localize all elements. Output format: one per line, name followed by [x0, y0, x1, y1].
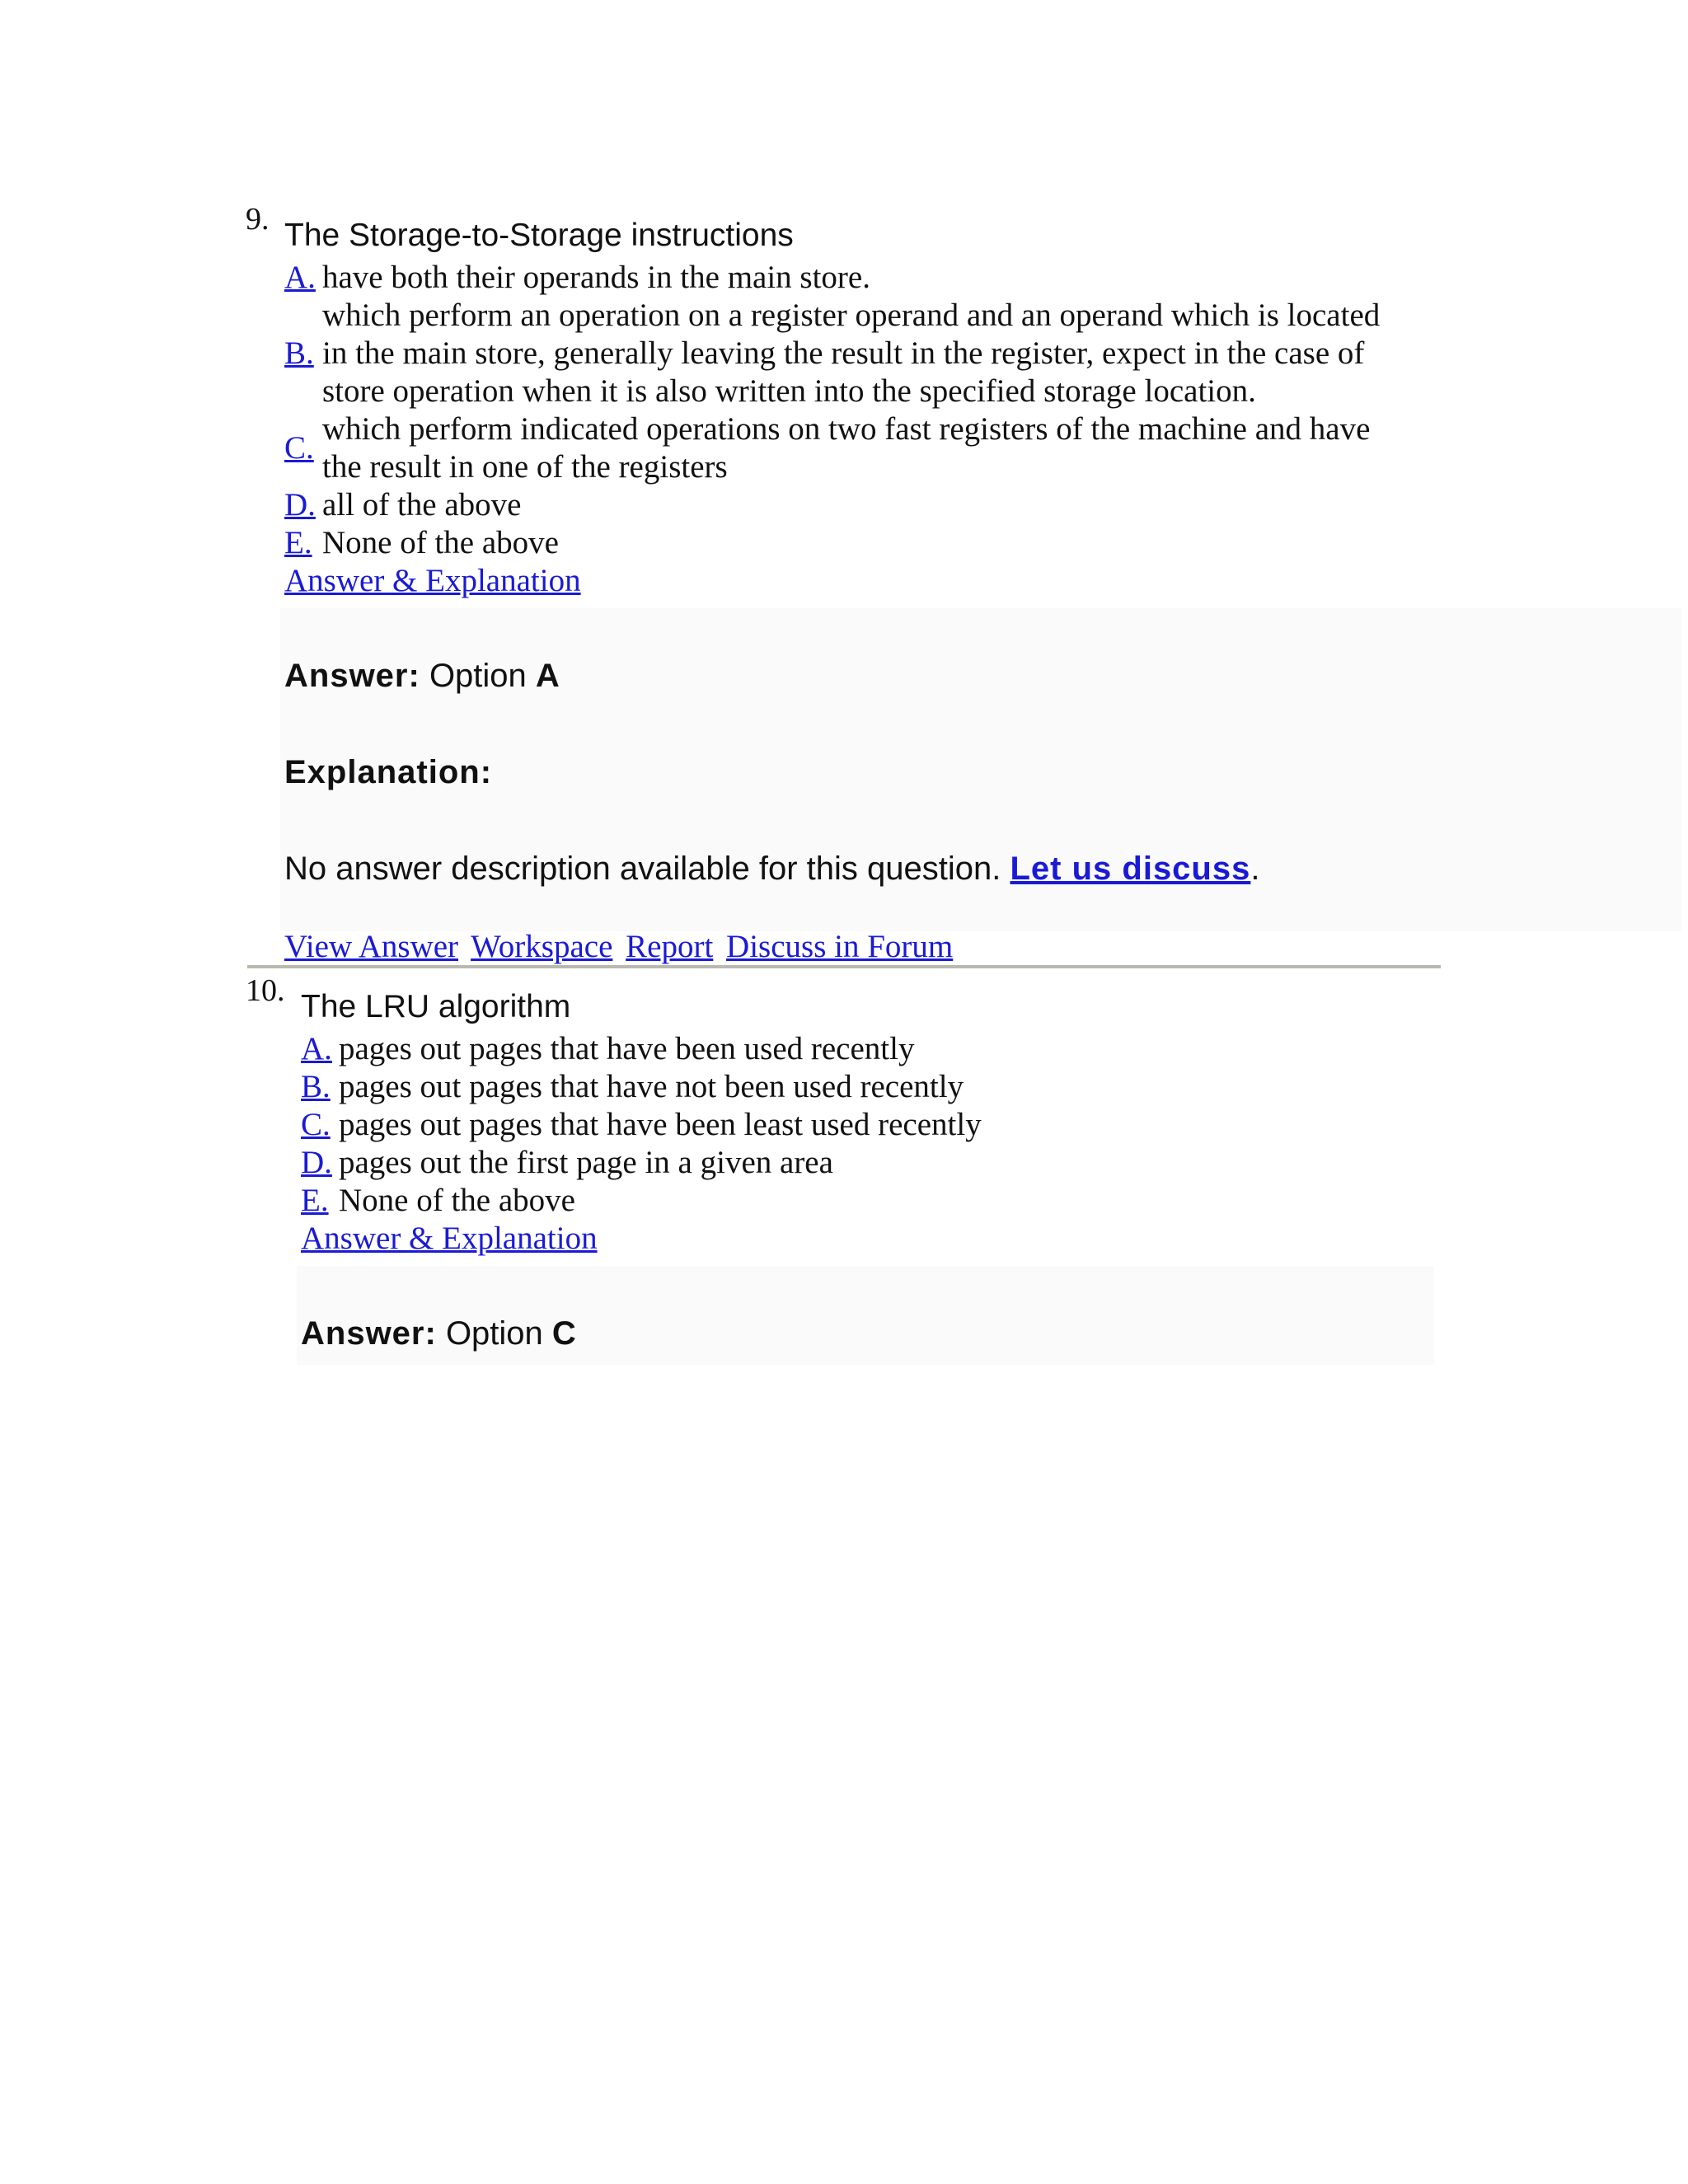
- discuss-in-forum-link[interactable]: Discuss in Forum: [726, 929, 954, 964]
- option-b-line: in the main store, generally leaving the result in the register, expect in the case of: [322, 335, 1365, 371]
- option-d-link[interactable]: D.: [301, 1145, 332, 1180]
- option-b-link[interactable]: B.: [284, 335, 314, 371]
- option-d: [284, 486, 521, 524]
- option-e-link[interactable]: E.: [301, 1183, 329, 1218]
- option-d: [301, 1144, 833, 1182]
- option-a-text: pages out pages that have been used recently: [339, 1031, 915, 1066]
- explanation-body: No answer description available for this question.: [284, 851, 1001, 887]
- option-c-text: pages out pages that have been least used recently: [339, 1107, 982, 1142]
- answer-option-word: Option: [429, 658, 527, 694]
- option-d-text: all of the above: [322, 487, 522, 523]
- option-c-link[interactable]: C.: [301, 1107, 331, 1142]
- answer-explanation-link[interactable]: Answer & Explanation: [301, 1221, 598, 1256]
- answer-option-word: Option: [445, 1315, 543, 1352]
- option-c-line: the result in one of the registers: [322, 449, 728, 485]
- option-b: [284, 297, 1380, 410]
- explanation-text: [284, 850, 1259, 888]
- question-number: 9.: [246, 202, 270, 237]
- answer-label: Answer:: [284, 658, 420, 694]
- option-e-link[interactable]: E.: [284, 525, 312, 560]
- option-c-link[interactable]: C.: [284, 430, 314, 466]
- explanation-heading: Explanation:: [284, 754, 493, 790]
- option-c: [301, 1106, 982, 1144]
- option-e: [301, 1182, 575, 1220]
- question-title: The LRU algorithm: [301, 989, 571, 1024]
- option-b-line: store operation when it is also written into the specified storage location.: [322, 373, 1256, 409]
- option-e-text: None of the above: [322, 525, 559, 560]
- option-a-link[interactable]: A.: [284, 260, 316, 295]
- option-a-link[interactable]: A.: [301, 1031, 332, 1066]
- option-b-link[interactable]: B.: [301, 1069, 331, 1104]
- option-b-text: [322, 297, 1380, 410]
- option-c-line: which perform indicated operations on two fast registers of the machine and have: [322, 411, 1371, 447]
- answer-explanation-link[interactable]: Answer & Explanation: [284, 563, 581, 598]
- question-divider: [247, 965, 1441, 968]
- view-answer-link[interactable]: View Answer: [284, 929, 459, 964]
- question-title: The Storage-to-Storage instructions: [284, 218, 794, 253]
- option-e-text: None of the above: [339, 1183, 575, 1218]
- report-link[interactable]: Report: [626, 929, 714, 964]
- option-a: [301, 1030, 914, 1068]
- option-a-text: have both their operands in the main store.: [322, 260, 870, 295]
- workspace-link[interactable]: Workspace: [471, 929, 613, 964]
- discuss-period: .: [1250, 851, 1260, 887]
- option-b: [301, 1068, 964, 1106]
- question-number: 10.: [246, 973, 285, 1008]
- answer-option: A: [535, 658, 560, 694]
- question-footer-links: [284, 928, 958, 966]
- option-b-text: pages out pages that have not been used recently: [339, 1069, 964, 1104]
- option-d-text: pages out the first page in a given area: [339, 1145, 833, 1180]
- option-c: [284, 410, 1370, 486]
- answer-label: Answer:: [301, 1315, 437, 1352]
- answer-line: [301, 1315, 577, 1352]
- discuss-link[interactable]: Let us discuss: [1010, 851, 1251, 887]
- option-d-link[interactable]: D.: [284, 487, 316, 523]
- option-b-line: which perform an operation on a register operand and an operand which is located: [322, 298, 1381, 333]
- option-e: [284, 524, 559, 562]
- option-c-text: [322, 410, 1370, 486]
- answer-line: [284, 657, 560, 695]
- answer-option: C: [551, 1315, 577, 1352]
- option-a: [284, 259, 870, 297]
